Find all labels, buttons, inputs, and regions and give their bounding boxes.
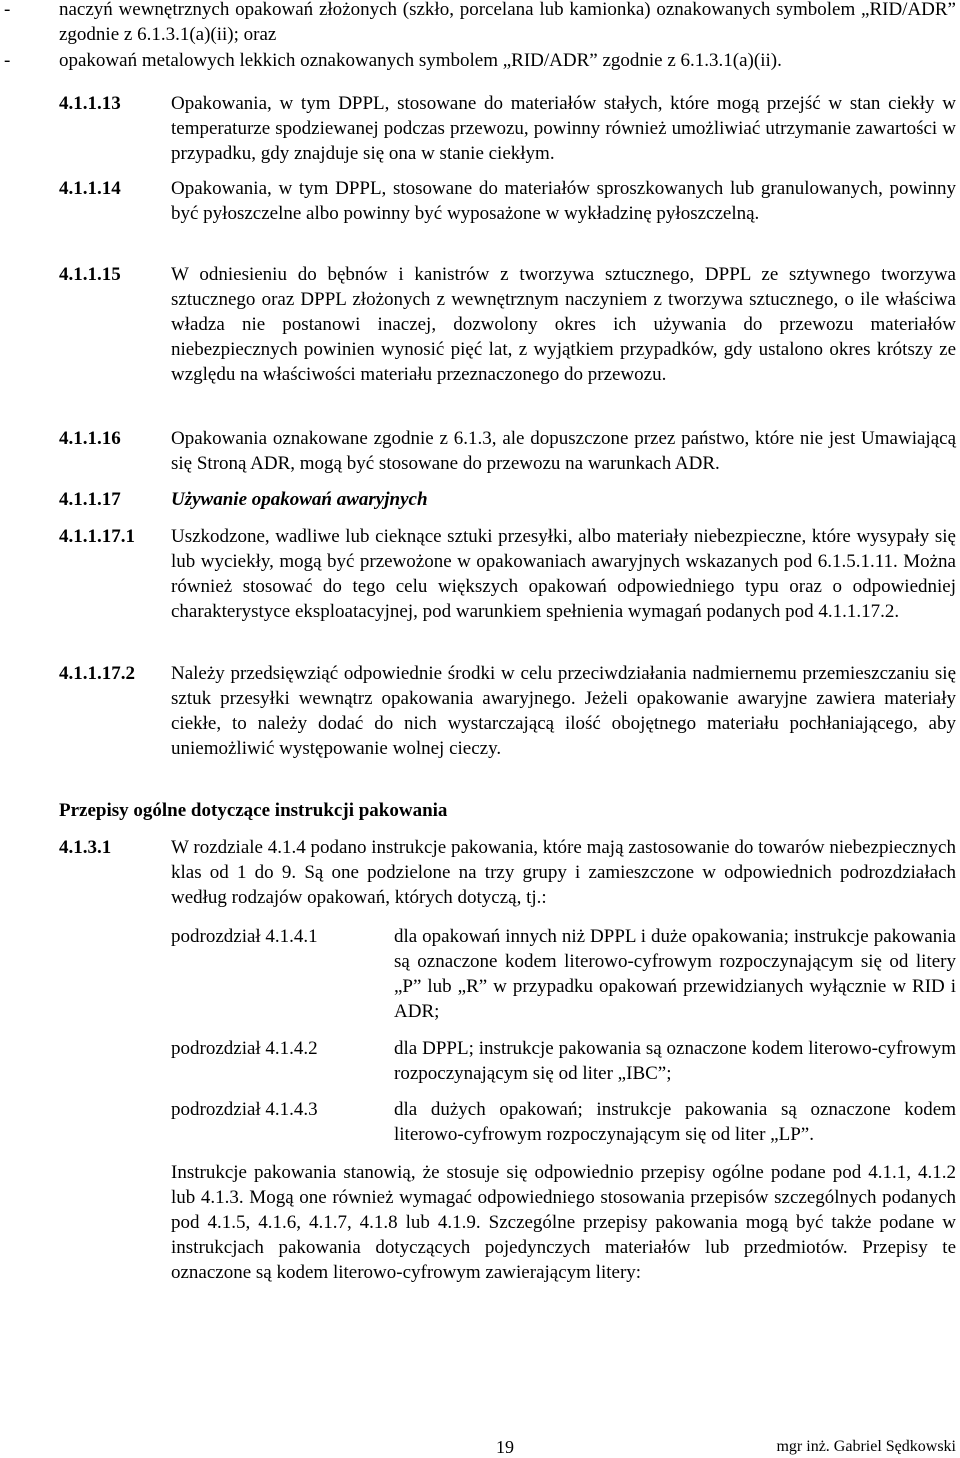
- subsection-text: dla DPPL; instrukcje pakowania są oznaczone kodem literowo-cyfrowym rozpoczynającym się od liter „IBC”;: [394, 1038, 956, 1084]
- section-text: Należy przedsięwziąć odpowiednie środki w celu przeciwdziałania nadmiernemu przemieszczaniu się sztuk przesyłki wewnątrz opakowania awaryjnego. Jeżeli opakowanie awaryjne zawiera materiały ciekłe, to należy dodać do nich wystarczającą ilość obojętnego materiału pochłaniającego, aby uniemożliwić występowanie wolnej cieczy.: [171, 663, 956, 759]
- section-text: Opakowania, w tym DPPL, stosowane do materiałów sproszkowanych lub granulowanych, powinny być pyłoszczelne albo powinny być wyposażone w wykładzinę pyłoszczelną.: [171, 178, 956, 224]
- list-item-text: opakowań metalowych lekkich oznakowanych symbolem „RID/ADR” zgodnie z 6.1.3.1(a)(ii).: [59, 50, 782, 71]
- list-dash: -: [4, 50, 11, 71]
- section-text: W rozdziale 4.1.4 podano instrukcje pakowania, które mają zastosowanie do towarów niebezpiecznych klas od 1 do 9. Są one podzielone na trzy grupy i zamieszczone w odpowiednich podrozdziałach według rodzajów opakowań, których dotyczą, tj.:: [171, 837, 956, 908]
- section-text: W odniesieniu do bębnów i kanistrów z tworzywa sztucznego, DPPL ze sztywnego tworzywa sztucznego oraz DPPL złożonych z wewnętrznym naczyniem z tworzywa sztucznego, o ile właściwa władza nie postanowi inaczej, dozwolony okres ich używania do przewozu materiałów niebezpiecznych powinien wynosić pięć lat, z wyjątkiem przypadków, gdy ustalono okres krótszy ze względu na właściwości materiału przeznaczonego do przewozu.: [171, 264, 956, 385]
- subsection-text: dla opakowań innych niż DPPL i duże opakowania; instrukcje pakowania są oznaczone kodem literowo-cyfrowym rozpoczynającym się od litery „P” lub „R” w przypadku opakowań przewidzianych wyłącznie w RID i ADR;: [394, 926, 956, 1022]
- footer-author: mgr inż. Gabriel Sędkowski: [776, 1438, 956, 1455]
- section-number: 4.1.1.17: [59, 489, 121, 510]
- section-number: 4.1.1.14: [59, 178, 121, 199]
- section-heading: Przepisy ogólne dotyczące instrukcji pakowania: [59, 800, 448, 821]
- subsection-label: podrozdział 4.1.4.3: [171, 1099, 318, 1120]
- closing-paragraph-text: Instrukcje pakowania stanowią, że stosuje się odpowiednio przepisy ogólne podane pod 4.1.1, 4.1.2 lub 4.1.3. Mogą one również wymagać odpowiedniego stosowania przepisów szczególnych podanych pod 4.1.5, 4.1.6, 4.1.7, 4.1.8 lub 4.1.9. Szczególne przepisy pakowania mogą być także podane w instrukcjach pakowania dotyczących pojedynczych materiałów lub przedmiotów. Przepisy te oznaczone są kodem literowo-cyfrowym zawierającym litery:: [171, 1162, 956, 1283]
- section-text: Opakowania oznakowane zgodnie z 6.1.3, ale dopuszczone przez państwo, które nie jest Umawiającą się Stroną ADR, mogą być stosowane do przewozu na warunkach ADR.: [171, 428, 956, 474]
- section-number: 4.1.1.15: [59, 264, 121, 285]
- subsection-label: podrozdział 4.1.4.2: [171, 1038, 318, 1059]
- section-text: Uszkodzone, wadliwe lub cieknące sztuki przesyłki, albo materiały niebezpieczne, które wysypały się lub wyciekły, mogą być przewożone w opakowaniach awaryjnych wskazanych pod 6.1.5.1.11. Można również stosować do tego celu większych opakowań odpowiedniego typu oraz o odpowiedniej charakterystyce eksploatacyjnej, pod warunkiem spełnienia wymagań podanych pod 4.1.1.17.2.: [171, 526, 956, 622]
- section-number: 4.1.1.17.1: [59, 526, 135, 547]
- subsection-text: dla dużych opakowań; instrukcje pakowania są oznaczone kodem literowo-cyfrowym rozpoczynającym się od liter „LP”.: [394, 1099, 956, 1145]
- list-item-text: naczyń wewnętrznych opakowań złożonych (szkło, porcelana lub kamionka) oznakowanych symbolem „RID/ADR” zgodnie z 6.1.3.1(a)(ii); oraz: [59, 0, 956, 45]
- subsection-label: podrozdział 4.1.4.1: [171, 926, 318, 947]
- list-dash: -: [4, 0, 11, 20]
- section-number: 4.1.1.13: [59, 93, 121, 114]
- section-number: 4.1.3.1: [59, 837, 112, 858]
- section-number: 4.1.1.16: [59, 428, 121, 449]
- section-text: Opakowania, w tym DPPL, stosowane do materiałów stałych, które mogą przejść w stan ciekły w temperaturze spodziewanej podczas przewozu, powinny również umożliwiać utrzymanie zawartości w przypadku, gdy znajduje się ona w stanie ciekłym.: [171, 93, 956, 164]
- page-number: 19: [496, 1437, 514, 1457]
- section-number: 4.1.1.17.2: [59, 663, 135, 684]
- section-title: Używanie opakowań awaryjnych: [171, 489, 428, 510]
